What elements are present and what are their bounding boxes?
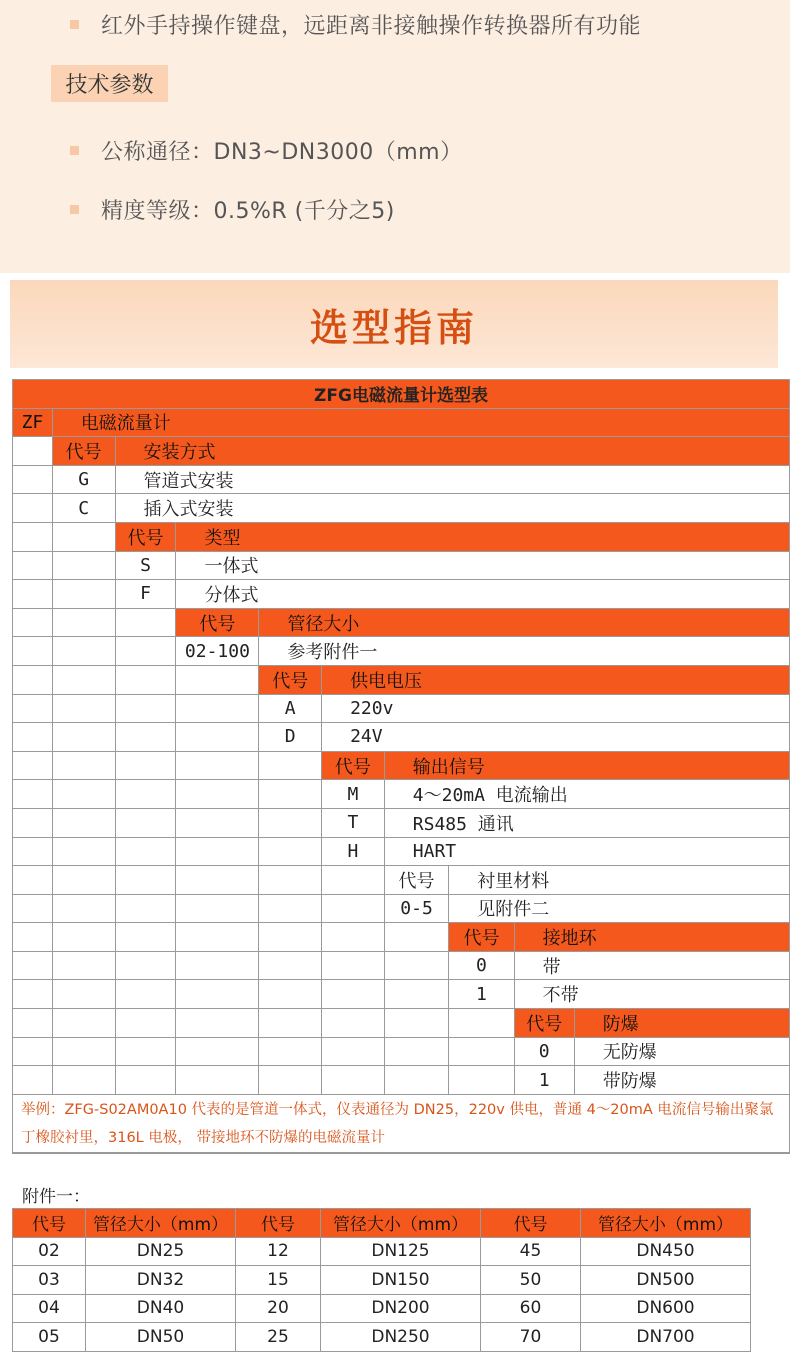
table-cell: DN500: [581, 1266, 751, 1295]
attachment-table: [12, 1208, 751, 1352]
code-cell: 0: [449, 951, 514, 980]
column-header: 管径大小（mm）: [86, 1209, 236, 1238]
attachment-header-row: [13, 1209, 751, 1238]
table-cell: 50: [481, 1266, 581, 1295]
example-note: 举例：ZFG-S02AM0A10 代表的是管道一体式，仪表通径为 DN25，220v 供电，普通 4～20mA 电流信号输出聚氯丁橡胶衬里，316L 电极， 带接地环不防爆的电磁流量计: [13, 1094, 790, 1153]
example-row: [13, 1094, 790, 1153]
value-cell: 参考附件一: [259, 637, 790, 666]
table-cell: DN40: [86, 1294, 236, 1323]
code-cell: H: [322, 837, 385, 866]
table-row: [13, 866, 790, 895]
value-cell: HART: [384, 837, 789, 866]
value-cell: 带: [514, 951, 789, 980]
table-row: [13, 980, 790, 1009]
selection-guide-banner: [10, 280, 778, 368]
tech-param-text: 精度等级：0.5%R (千分之5): [101, 198, 395, 224]
value-cell: 24V: [322, 723, 790, 752]
table-row: [13, 580, 790, 609]
value-cell: 插入式安装: [115, 494, 789, 523]
table-cell: 03: [13, 1266, 86, 1295]
value-cell: 不带: [514, 980, 789, 1009]
bullet-square-icon: [70, 205, 79, 214]
table-row: [13, 465, 790, 494]
code-cell: F: [115, 580, 176, 609]
table-row: [13, 1266, 751, 1295]
table-row: [13, 1037, 790, 1066]
code-header: 代号: [449, 923, 514, 952]
code-cell: 0: [514, 1037, 574, 1066]
table-row: [13, 808, 790, 837]
power-header: 供电电压: [322, 665, 790, 694]
selection-guide-title: 选型指南: [309, 305, 478, 350]
tech-param-item: [70, 191, 395, 227]
table-cell: 60: [481, 1294, 581, 1323]
table-cell: 70: [481, 1323, 581, 1352]
column-header: 管径大小（mm）: [581, 1209, 751, 1238]
product-name: 电磁流量计: [52, 408, 789, 437]
code-cell: 0-5: [384, 894, 449, 923]
value-cell: RS485 通讯: [384, 808, 789, 837]
explosion-header: 防爆: [574, 1009, 789, 1038]
table-cell: 15: [236, 1266, 321, 1295]
lining-header: 衬里材料: [449, 866, 790, 895]
table-cell: 04: [13, 1294, 86, 1323]
table-cell: DN200: [321, 1294, 481, 1323]
size-header: 管径大小: [259, 608, 790, 637]
table-cell: DN450: [581, 1237, 751, 1266]
feature-item: [70, 6, 641, 42]
column-header: 代号: [13, 1209, 86, 1238]
feature-text: 红外手持操作键盘，远距离非接触操作转换器所有功能: [101, 13, 642, 39]
table-row: [13, 637, 790, 666]
table-row: [13, 665, 790, 694]
code-header: 代号: [322, 751, 385, 780]
table-row: [13, 551, 790, 580]
table-row: [13, 837, 790, 866]
code-cell: M: [322, 780, 385, 809]
table-cell: DN600: [581, 1294, 751, 1323]
table-row: [13, 522, 790, 551]
value-cell: 220v: [322, 694, 790, 723]
output-header: 输出信号: [384, 751, 789, 780]
table-cell: 02: [13, 1237, 86, 1266]
tech-params-label: 技术参数: [51, 65, 168, 102]
table-cell: DN150: [321, 1266, 481, 1295]
table-row: [13, 1323, 751, 1352]
code-cell: C: [52, 494, 115, 523]
column-header: 代号: [236, 1209, 321, 1238]
code-cell: G: [52, 465, 115, 494]
ground-header: 接地环: [514, 923, 789, 952]
code-header: 代号: [115, 522, 176, 551]
table-cell: DN50: [86, 1323, 236, 1352]
table-row: [13, 1294, 751, 1323]
value-cell: 见附件二: [449, 894, 790, 923]
value-cell: 分体式: [176, 580, 790, 609]
table-cell: DN700: [581, 1323, 751, 1352]
table-cell: DN125: [321, 1237, 481, 1266]
code-cell: 1: [514, 1066, 574, 1095]
table-row: [13, 923, 790, 952]
code-cell: D: [259, 723, 322, 752]
table-cell: DN25: [86, 1237, 236, 1266]
table-row: [13, 723, 790, 752]
table-row: [13, 1066, 790, 1095]
column-header: 代号: [481, 1209, 581, 1238]
bullet-square-icon: [70, 20, 79, 29]
install-header: 安装方式: [115, 437, 789, 466]
table-row: [13, 694, 790, 723]
table-row: [13, 437, 790, 466]
code-cell: 1: [449, 980, 514, 1009]
code-header: 代号: [176, 608, 259, 637]
value-cell: 一体式: [176, 551, 790, 580]
table-row: [13, 1009, 790, 1038]
table-cell: 12: [236, 1237, 321, 1266]
table-row: [13, 608, 790, 637]
table-row: [13, 894, 790, 923]
table-cell: DN32: [86, 1266, 236, 1295]
code-header: 代号: [259, 665, 322, 694]
value-cell: 4～20mA 电流输出: [384, 780, 789, 809]
features-section: [0, 0, 790, 273]
table-cell: 20: [236, 1294, 321, 1323]
code-cell: A: [259, 694, 322, 723]
table-row: [13, 751, 790, 780]
table-row: [13, 780, 790, 809]
tech-param-item: [70, 132, 463, 168]
code-header: 代号: [384, 866, 449, 895]
code-header: 代号: [52, 437, 115, 466]
table-cell: 25: [236, 1323, 321, 1352]
code-cell: 02-100: [176, 637, 259, 666]
table-row: [13, 494, 790, 523]
tech-param-text: 公称通径：DN3~DN3000（mm）: [101, 139, 463, 165]
attachment-label: 附件一：: [22, 1187, 90, 1207]
product-code: ZF: [13, 408, 53, 437]
value-cell: 无防爆: [574, 1037, 789, 1066]
table-title-row: [13, 380, 790, 409]
table-row: [13, 951, 790, 980]
type-header: 类型: [176, 522, 790, 551]
value-cell: 带防爆: [574, 1066, 789, 1095]
code-cell: S: [115, 551, 176, 580]
selection-table: [12, 379, 790, 1154]
code-header: 代号: [514, 1009, 574, 1038]
table-cell: 05: [13, 1323, 86, 1352]
selection-table-title: ZFG电磁流量计选型表: [13, 380, 790, 409]
value-cell: 管道式安装: [115, 465, 789, 494]
table-row: [13, 408, 790, 437]
bullet-square-icon: [70, 146, 79, 155]
table-cell: DN250: [321, 1323, 481, 1352]
code-cell: T: [322, 808, 385, 837]
table-row: [13, 1237, 751, 1266]
column-header: 管径大小（mm）: [321, 1209, 481, 1238]
table-cell: 45: [481, 1237, 581, 1266]
